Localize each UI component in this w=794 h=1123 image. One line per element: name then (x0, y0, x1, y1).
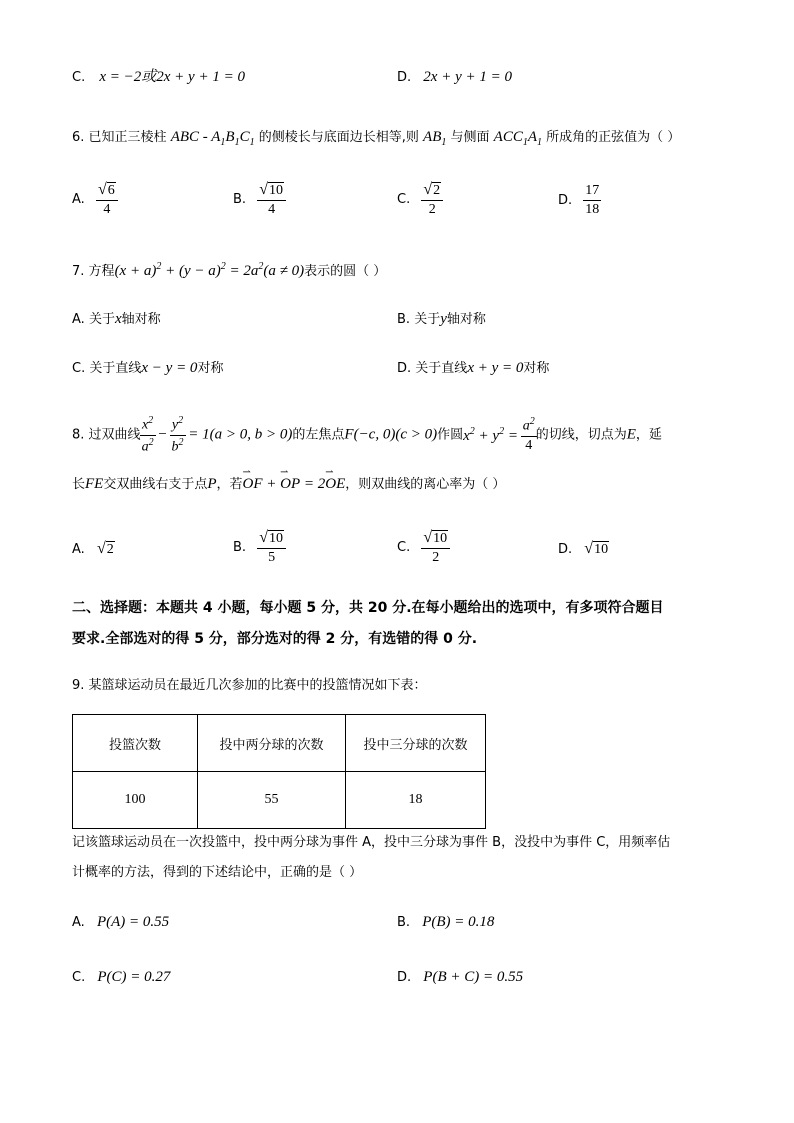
q9-option-d (397, 970, 523, 985)
q8-option-a: A. √ 2 (72, 540, 114, 557)
q8-option-d: D. √ 10 (558, 540, 609, 557)
q9-description-line1: 记该篮球运动员在一次投篮中，投中两分球为事件 A，投中三分球为事件 B，没投中为事件 C，用频率估 (72, 835, 671, 850)
q7-option-c (72, 361, 223, 376)
option-text: 关于 (88, 312, 115, 327)
option-expression: 2x + y + 1 = 0 (423, 69, 512, 85)
q9-option-c (72, 970, 170, 985)
option-label: A. (72, 192, 85, 208)
variable: x (114, 311, 122, 327)
stem-text: 方程 (88, 264, 115, 279)
radicand: 10 (594, 542, 609, 557)
equation: x − y = 0 (141, 360, 198, 376)
q8-stem-line2: 长FE交双曲线右支于点P，若⇀ OF + ⇀ OP = 2⇀ OE，则双曲线的离心率为（ ） (72, 477, 505, 492)
q7-option-d (397, 361, 549, 376)
option-text: 轴对称 (446, 312, 486, 327)
denominator: 18 (585, 202, 600, 217)
stem-text: ，则双曲线的离心率为（ ） (345, 477, 506, 492)
q6-option-d (558, 184, 600, 217)
radicand: 10 (268, 531, 283, 546)
option-expression: P(B + C) = 0.55 (423, 969, 524, 985)
option-text: 轴对称 (121, 312, 161, 327)
stem-text: 与侧面 (450, 130, 490, 145)
radicand: 10 (268, 183, 283, 198)
q7-option-a (72, 312, 161, 327)
stem-text: 作圆 (437, 427, 464, 443)
q6-option-b: B. √ 10 4 (233, 182, 285, 217)
denominator: 2 (421, 548, 450, 565)
option-text: 关于直线 (415, 361, 468, 376)
option-text: 对称 (523, 361, 550, 376)
denominator: 4 (257, 200, 286, 217)
option-label: B. (397, 915, 411, 930)
q9-option-b (397, 915, 494, 930)
stem-text: 长 (72, 477, 86, 492)
option-expression: P(B) = 0.18 (422, 914, 495, 930)
question-number: 8. (72, 427, 85, 443)
stem-text: 已知正三棱柱 (88, 130, 167, 145)
table-cell: 55 (198, 772, 346, 829)
stem-text: ，延 (635, 427, 662, 443)
option-label: B. (397, 312, 411, 327)
option-label: B. (233, 192, 247, 208)
section-heading-line2: 要求.全部选对的得 5 分，部分选对的得 2 分，有选错的得 0 分. (72, 631, 478, 647)
option-label: C. (72, 361, 86, 376)
option-label: A. (72, 312, 85, 327)
option-text: 关于 (414, 312, 441, 327)
option-label: D. (397, 361, 412, 376)
option-label: A. (72, 915, 85, 930)
option-label: C. (397, 192, 411, 208)
shooting-table (72, 714, 486, 829)
denominator: 5 (257, 548, 286, 565)
radicand: 10 (433, 531, 448, 546)
q6-stem: 6. 已知正三棱柱 ABC - $A_1B_1C_1$ 的侧棱长与底面边长相等,则 $AB_1$ 与侧面 $ACC_1A_1$ 所成角的正弦值为（ ） (72, 129, 681, 148)
q7-option-b (397, 312, 486, 327)
table-header-row (73, 715, 486, 772)
stem-text: 所成角的正弦值为（ ） (546, 130, 681, 145)
q5-option-c (72, 70, 245, 85)
stem-text: 过双曲线 (88, 427, 141, 443)
table-row (73, 772, 486, 829)
option-label: D. (558, 193, 573, 208)
option-text: 对称 (197, 361, 224, 376)
option-label: D. (397, 970, 412, 985)
q8-option-b: B. √ 10 5 (233, 530, 285, 565)
numerator: 17 (585, 183, 600, 198)
radicand: 2 (433, 183, 441, 198)
variable: y (440, 311, 447, 327)
radicand: 6 (107, 183, 115, 198)
stem-text: 的左焦点 (292, 427, 345, 443)
option-expression: P(C) = 0.27 (97, 969, 171, 985)
q9-description-line2: 计概率的方法，得到的下述结论中，正确的是（ ） (72, 865, 363, 880)
q9-option-a (72, 915, 169, 930)
radicand: 2 (106, 542, 114, 557)
denominator: 4 (96, 200, 118, 217)
denominator: 2 (421, 200, 443, 217)
option-expression: P(A) = 0.55 (96, 914, 170, 930)
prism-name: ABC - A (170, 129, 221, 145)
stem-text: ，若 (216, 477, 243, 492)
stem-text: 交双曲线右支于点 (103, 477, 208, 492)
table-header-cell: 投中三分球的次数 (346, 715, 486, 772)
q9-stem: 9. 某篮球运动员在最近几次参加的比赛中的投篮情况如下表： (72, 678, 427, 693)
table-header-cell: 投篮次数 (73, 715, 198, 772)
stem-text: 表示的圆（ ） (304, 264, 387, 279)
q7-stem: 7. 方程$(x + a)^2 + (y - a)^2 = 2a^2(a \ne 0)$表示的圆（ ） (72, 261, 387, 279)
q5-option-d (397, 70, 512, 85)
option-label: D. (558, 542, 573, 557)
q8-option-c: C. √ 10 2 (397, 530, 449, 565)
option-expression: x = −2或2x + y + 1 = 0 (99, 69, 245, 85)
option-label: C. (397, 540, 411, 556)
question-number: 6. (72, 130, 85, 145)
table-cell: 100 (73, 772, 198, 829)
option-label: A. (72, 542, 85, 557)
stem-text: 的切线，切点为 (535, 427, 627, 443)
option-label: D. (397, 70, 412, 85)
option-text: 关于直线 (89, 361, 142, 376)
option-label: B. (233, 540, 247, 556)
question-number: 7. (72, 264, 85, 279)
option-label: C. (72, 970, 86, 985)
q6-option-a: A. √ 6 4 (72, 182, 117, 217)
q6-option-c: C. √ 2 2 (397, 182, 442, 217)
equation: x + y = 0 (467, 360, 524, 376)
option-label: C. (72, 70, 86, 85)
q8-stem-line1: 8. 过双曲线 $\frac{x^2}{a^2}$ − $\frac{y^2}{b^2}$ = 1(a > 0, b > 0)的左焦点F(−c, 0)(c > 0)作圆$x^2 + y^2$ = $\frac{a^2}{4}$ 的切线，切点为E，延 (72, 415, 662, 455)
section-heading-line1: 二、选择题：本题共 4 小题，每小题 5 分，共 20 分.在每小题给出的选项中，有多项符合题目 (72, 600, 664, 616)
table-cell: 18 (346, 772, 486, 829)
stem-text: 的侧棱长与底面边长相等,则 (258, 130, 419, 145)
table-header-cell: 投中两分球的次数 (198, 715, 346, 772)
